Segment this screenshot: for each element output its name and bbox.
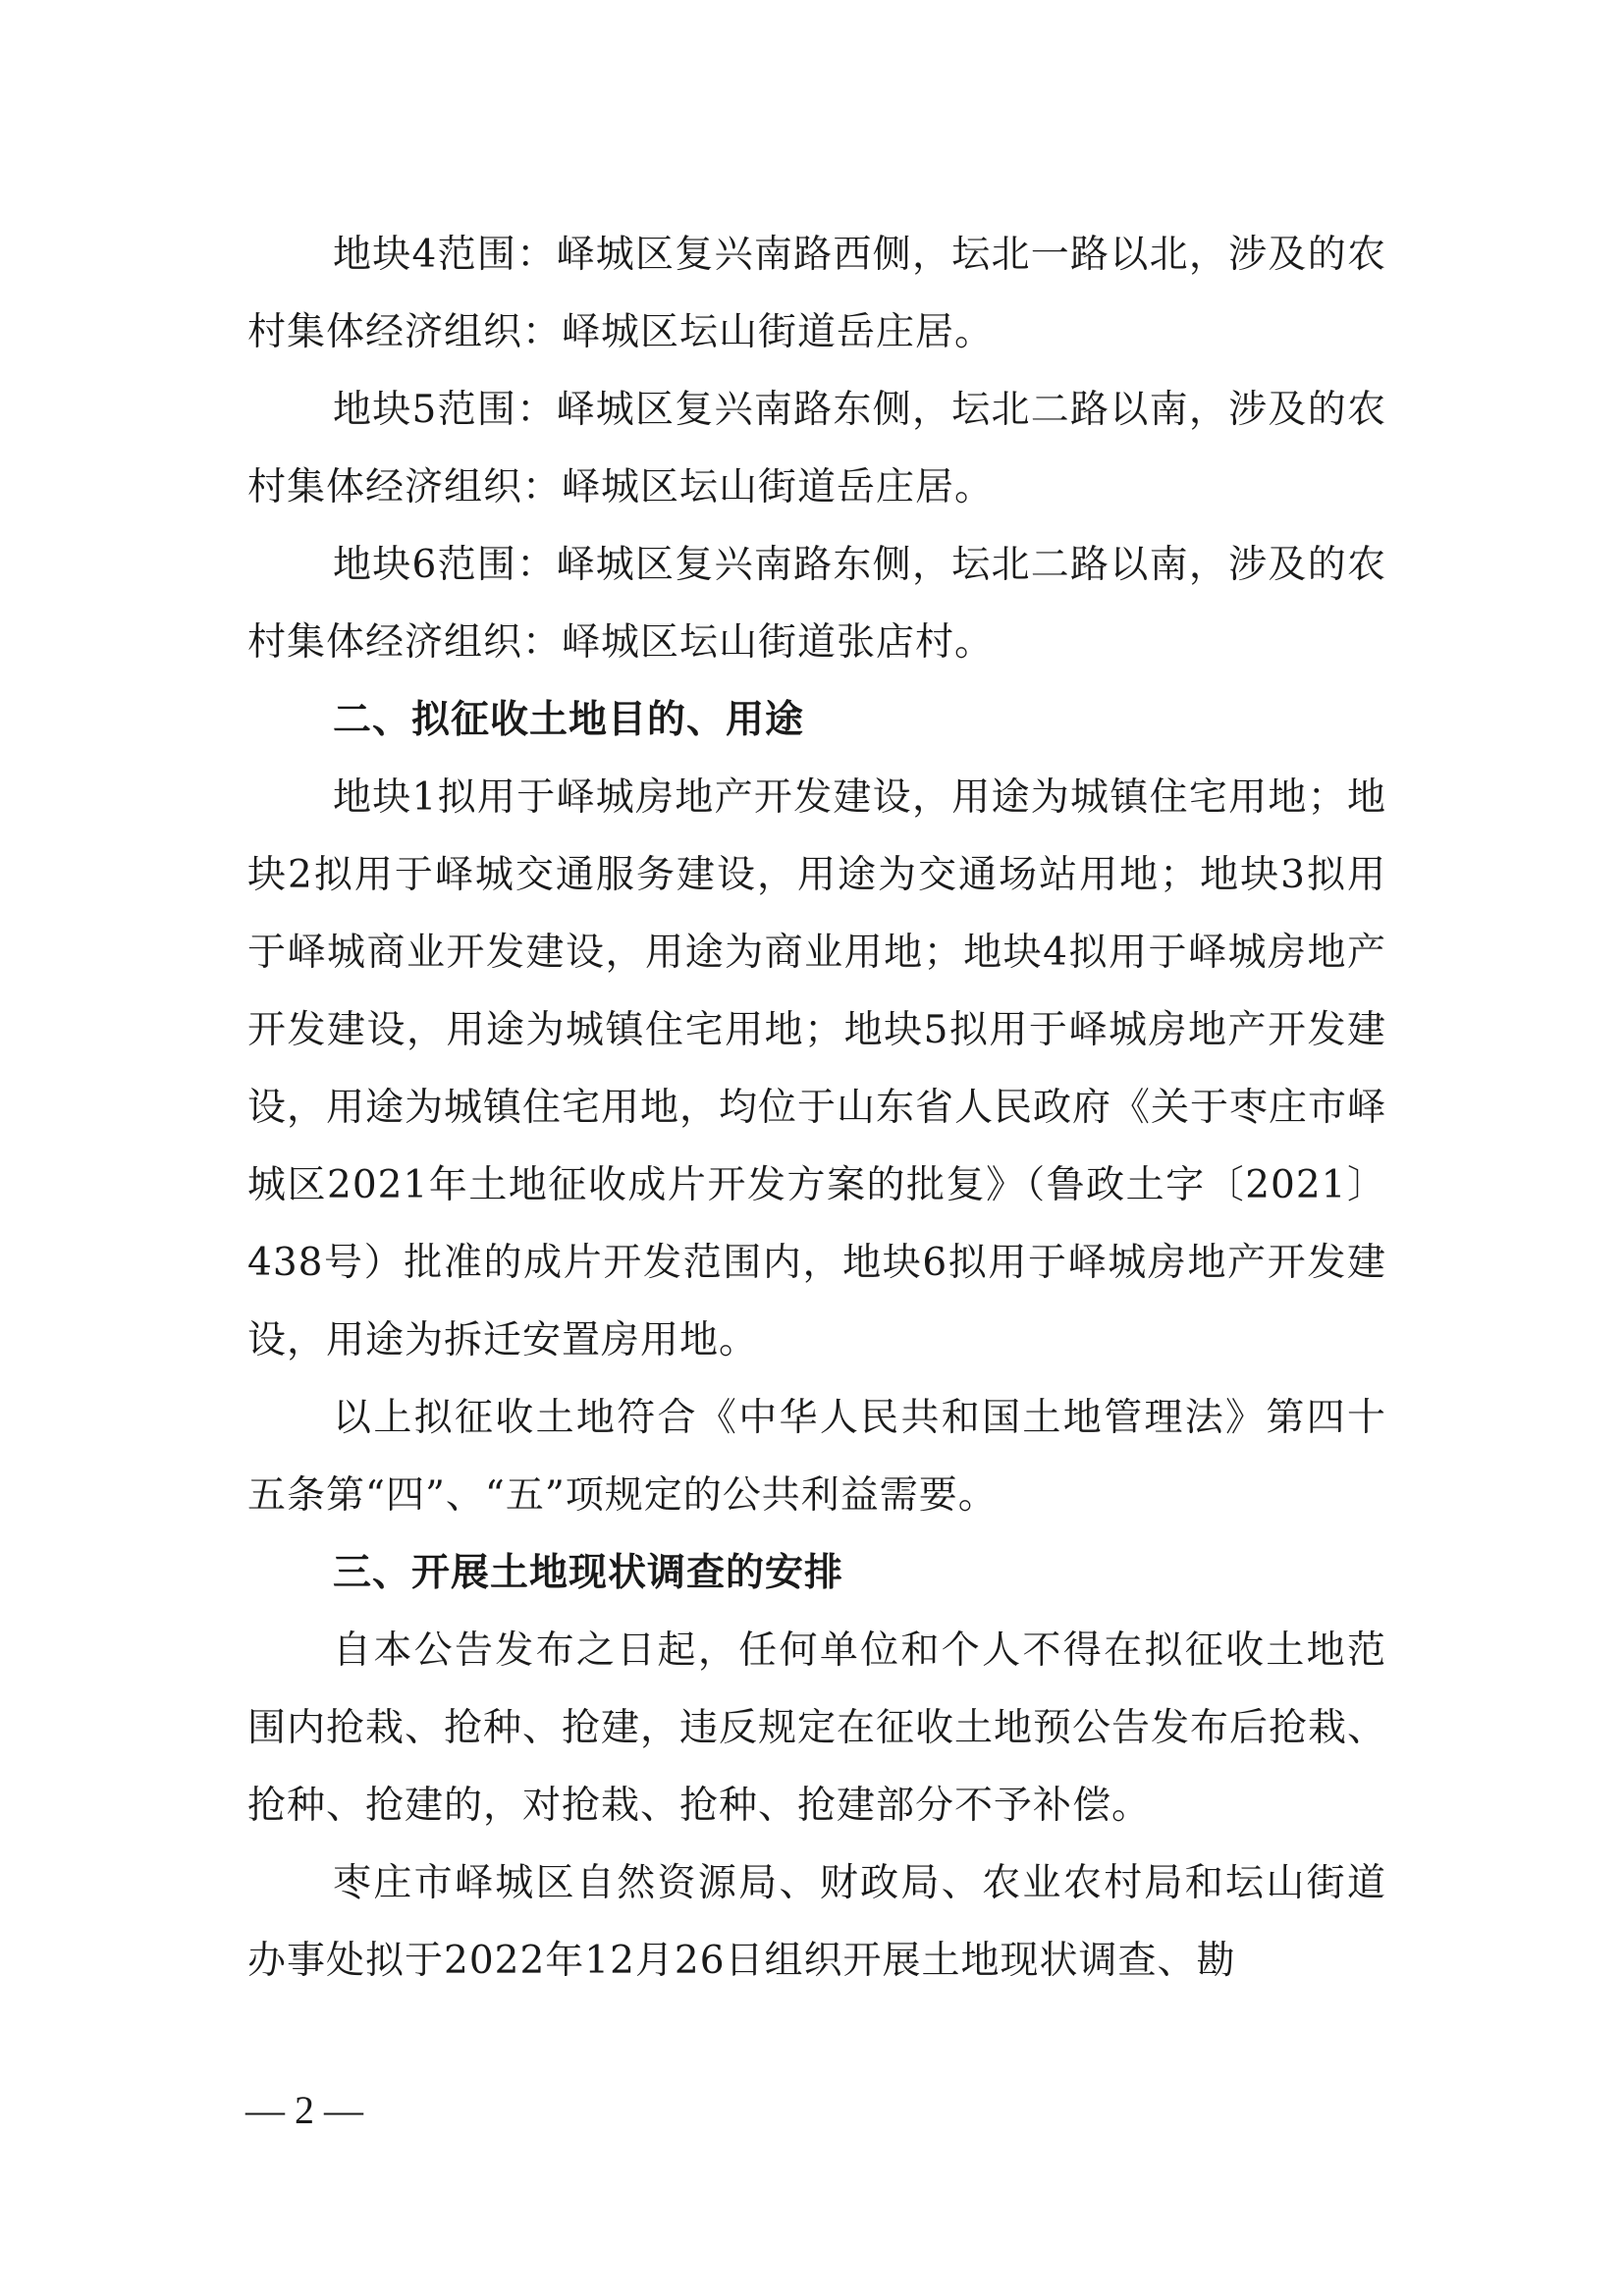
page-number: — 2 — <box>245 2088 363 2132</box>
paragraph-plot-5: 地块5范围：峄城区复兴南路东侧，坛北二路以南，涉及的农村集体经济组织：峄城区坛山街道岳庄居。 <box>247 388 1386 509</box>
section-3-heading: 三、开展土地现状调查的安排 <box>333 1551 844 1595</box>
section-3-paragraph-prohibition: 自本公告发布之日起，任何单位和个人不得在拟征收土地范围内抢栽、抢种、抢建，违反规定在征收土地预公告发布后抢栽、抢种、抢建的，对抢栽、抢种、抢建部分不予补偿。 <box>247 1629 1387 1828</box>
section-2-heading: 二、拟征收土地目的、用途 <box>333 698 805 742</box>
document-body <box>247 216 1386 2000</box>
section-2-paragraph-public-interest: 以上拟征收土地符合《中华人民共和国土地管理法》第四十五条第“四”、“五”项规定的公共利益需要。 <box>247 1396 1386 1518</box>
paragraph-plot-4: 地块4范围：峄城区复兴南路西侧，坛北一路以北，涉及的农村集体经济组织：峄城区坛山街道岳庄居。 <box>247 233 1386 354</box>
section-3-paragraph-survey-arrangement: 枣庄市峄城区自然资源局、财政局、农业农村局和坛山街道办事处拟于2022年12月26日组织开展土地现状调查、勘 <box>247 1861 1386 1983</box>
section-2-paragraph-purpose: 地块1拟用于峄城房地产开发建设，用途为城镇住宅用地；地块2拟用于峄城交通服务建设，用途为交通场站用地；地块3拟用于峄城商业开发建设，用途为商业用地；地块4拟用于峄城房地产开发建设，用途为城镇住宅用地；地块5拟用于峄城房地产开发建设，用途为城镇住宅用地，均位于山东省人民政府《关于枣庄市峄城区2021年土地征收成片开发方案的批复》（鲁政土字〔2021〕438号）批准的成片开发范围内，地块6拟用于峄城房地产开发建设，用途为拆迁安置房用地。 <box>247 775 1387 1362</box>
paragraph-plot-6: 地块6范围：峄城区复兴南路东侧，坛北二路以南，涉及的农村集体经济组织：峄城区坛山街道张店村。 <box>247 543 1386 665</box>
